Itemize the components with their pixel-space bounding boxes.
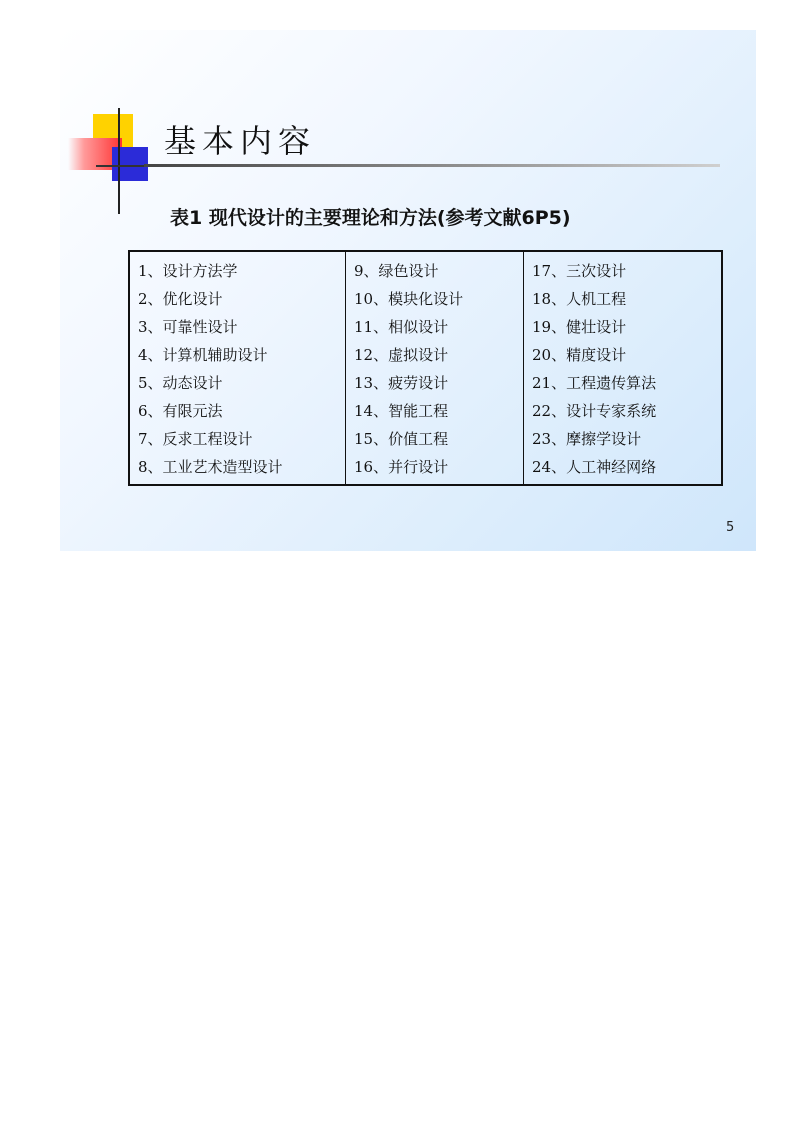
slide-title: 基本内容 [164, 122, 317, 160]
table-cell: 10、模块化设计 [345, 284, 523, 312]
table-cell: 19、健壮设计 [524, 312, 722, 340]
table-row [129, 340, 722, 368]
table-cell: 13、疲劳设计 [345, 368, 523, 396]
table-cell: 17、三次设计 [524, 251, 722, 284]
table-cell: 11、相似设计 [345, 312, 523, 340]
slide [60, 30, 756, 551]
table-row [129, 368, 722, 396]
page-number: 5 [726, 520, 735, 535]
table-cell: 20、精度设计 [524, 340, 722, 368]
table-cell: 2、优化设计 [129, 284, 345, 312]
table-row [129, 424, 722, 452]
table-row [129, 312, 722, 340]
table-row [129, 251, 722, 284]
table-cell: 5、动态设计 [129, 368, 345, 396]
table-cell: 22、设计专家系统 [524, 396, 722, 424]
table-cell: 16、并行设计 [345, 452, 523, 485]
table-cell: 12、虚拟设计 [345, 340, 523, 368]
table-cell: 14、智能工程 [345, 396, 523, 424]
table-cell: 23、摩擦学设计 [524, 424, 722, 452]
table-cell: 3、可靠性设计 [129, 312, 345, 340]
table-cell: 1、设计方法学 [129, 251, 345, 284]
logo-vertical-line [118, 108, 120, 214]
table-cell: 8、工业艺术造型设计 [129, 452, 345, 485]
table-row [129, 396, 722, 424]
table-row [129, 284, 722, 312]
table-caption: 表1 现代设计的主要理论和方法(参考文献6P5) [170, 207, 571, 229]
table-cell: 15、价值工程 [345, 424, 523, 452]
table-cell: 6、有限元法 [129, 396, 345, 424]
table-cell: 9、绿色设计 [345, 251, 523, 284]
title-underline [144, 164, 720, 167]
table-cell: 18、人机工程 [524, 284, 722, 312]
table-cell: 4、计算机辅助设计 [129, 340, 345, 368]
table-cell: 21、工程遗传算法 [524, 368, 722, 396]
table-cell: 24、人工神经网络 [524, 452, 722, 485]
table-row [129, 452, 722, 485]
table-cell: 7、反求工程设计 [129, 424, 345, 452]
methods-table [128, 250, 723, 486]
